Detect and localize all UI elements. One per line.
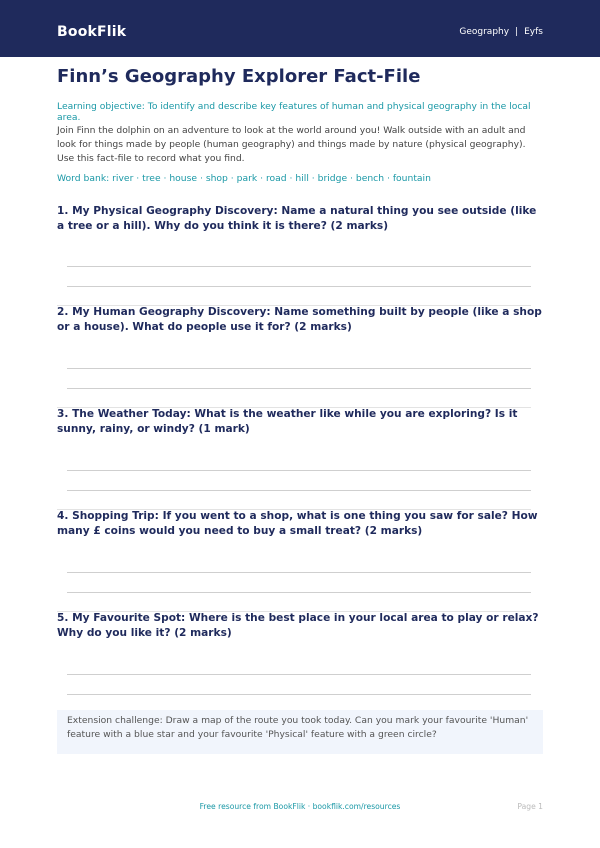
question-4: 4. Shopping Trip: If you went to a shop, what is one thing you saw for sale? How many £ coins would you need to buy a small treat? (2 marks) [57, 510, 538, 537]
word-bank: Word bank: river · tree · house · shop · park · road · hill · bridge · bench · fountain [57, 173, 431, 184]
extension-challenge: Extension challenge: Draw a map of the route you took today. Can you mark your favourite 'Human' feature with a blue star and your favourite 'Physical' feature with a green circle? [57, 710, 543, 754]
answer-line[interactable] [67, 592, 531, 593]
page-title: Finn’s Geography Explorer Fact-File [57, 66, 421, 87]
footer-link[interactable]: Free resource from BookFlik · bookflik.com/resources [199, 802, 401, 811]
meta-separator: | [515, 27, 519, 37]
level-label: Eyfs [524, 27, 543, 37]
header-bar [0, 0, 600, 57]
answer-line[interactable] [67, 572, 531, 573]
answer-line[interactable] [67, 490, 531, 491]
answer-line[interactable] [67, 286, 531, 287]
learning-objective: Learning objective: To identify and describe key features of human and physical geography in the local area. [57, 101, 531, 123]
answer-line[interactable] [67, 388, 531, 389]
answer-line[interactable] [67, 368, 531, 369]
intro-paragraph: Join Finn the dolphin on an adventure to look at the world around you! Walk outside with an adult and look for things made by people (human geography) and things made by nature (physical geography). Use this fact-file to record what you find. [57, 125, 526, 164]
subject-label: Geography [459, 27, 510, 37]
brand-logo[interactable]: BookFlik [57, 24, 127, 40]
question-2: 2. My Human Geography Discovery: Name something built by people (like a shop or a house). What do people use it for? (2 marks) [57, 306, 542, 333]
question-3: 3. The Weather Today: What is the weather like while you are exploring? Is it sunny, rainy, or windy? (1 mark) [57, 408, 518, 435]
question-5: 5. My Favourite Spot: Where is the best place in your local area to play or relax? Why do you like it? (2 marks) [57, 612, 539, 639]
answer-line[interactable] [67, 694, 531, 695]
question-1: 1. My Physical Geography Discovery: Name a natural thing you see outside (like a tree or a hill). Why do you think it is there? (2 marks) [57, 205, 537, 232]
header-meta [459, 27, 543, 37]
answer-line[interactable] [67, 470, 531, 471]
page-number: Page 1 [517, 802, 543, 811]
answer-line[interactable] [67, 266, 531, 267]
answer-line[interactable] [67, 674, 531, 675]
